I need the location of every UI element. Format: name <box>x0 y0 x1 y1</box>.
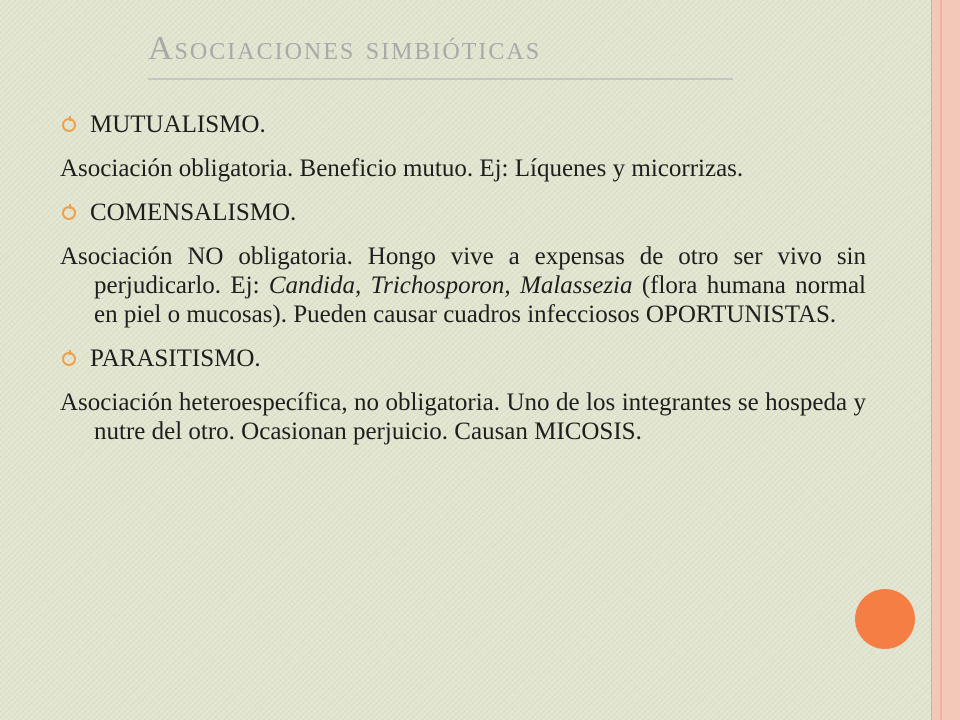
paragraph-mutualismo <box>60 154 866 183</box>
circle-bullet-icon <box>62 118 76 132</box>
circle-bullet-icon <box>62 352 76 366</box>
paragraph-text: Asociación obligatoria. Beneficio mutuo. Ej: Líquenes y micorrizas. <box>60 155 744 182</box>
paragraph-comensalismo <box>60 242 866 329</box>
paragraph-parasitismo <box>60 388 866 446</box>
bullet-heading: COMENSALISMO. <box>90 199 297 226</box>
species-names: Candida, Trichosporon, Malassezia <box>268 272 633 299</box>
slide-side-border <box>931 0 960 720</box>
orange-circle-decoration <box>855 589 915 649</box>
side-border-line <box>940 0 942 720</box>
circle-bullet-icon <box>62 206 76 220</box>
paragraph-text: Asociación heteroespecífica, no obligatoria. Uno de los integrantes se hospeda y nutre del otro. Ocasionan perjuicio. Causan MICOSIS. <box>60 389 866 445</box>
bullet-mutualismo <box>60 110 866 139</box>
bullet-comensalismo <box>60 198 866 227</box>
paragraph-text: Asociación NO obligatoria. Hongo vive a expensas de otro ser vivo sin perjudicarlo. Ej: <box>60 243 866 299</box>
bullet-parasitismo <box>60 344 866 373</box>
slide-content <box>60 110 866 461</box>
bullet-heading: PARASITISMO. <box>90 345 261 372</box>
paragraph-text: (flora humana normal en piel o mucosas). Pueden causar cuadros infecciosos OPORTUNISTAS. <box>94 272 866 328</box>
slide-title: Asociaciones simbióticas <box>148 30 542 67</box>
bullet-heading: MUTUALISMO. <box>90 111 266 138</box>
title-underline <box>148 78 733 80</box>
